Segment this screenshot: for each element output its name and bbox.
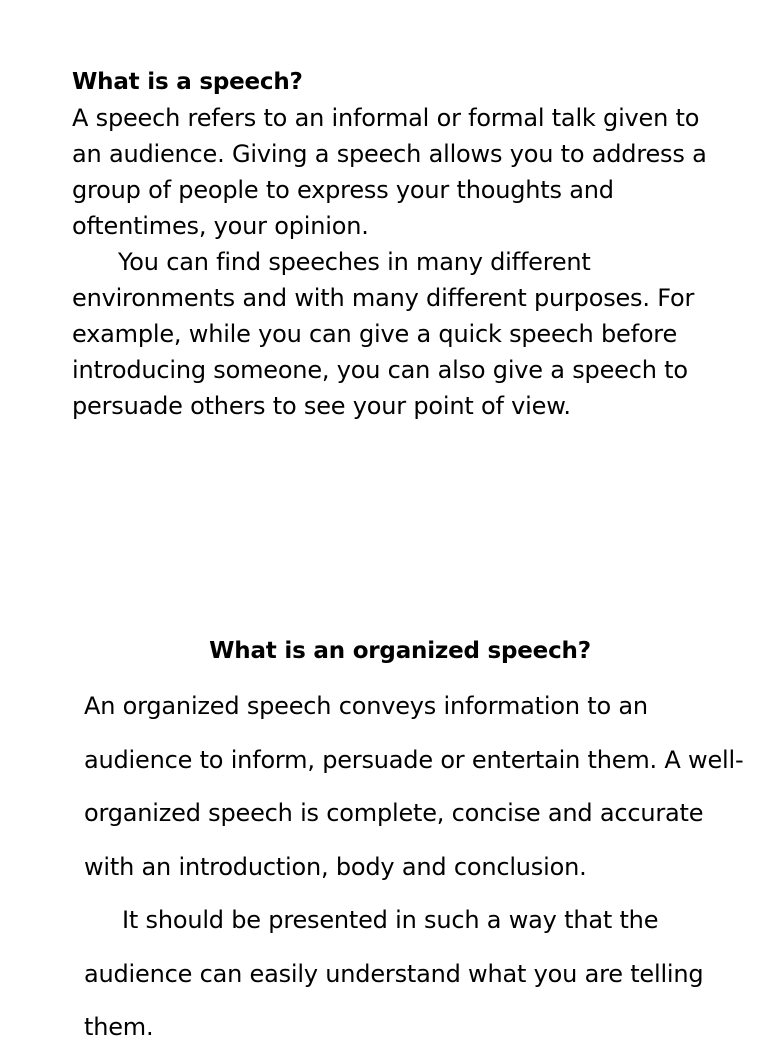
body-paragraph: A speech refers to an informal or formal talk given to an audience. Giving a speech allows you to address a group of people to express your thoughts and oftentimes, your opinion. [72, 104, 707, 240]
section-what-is-a-speech [72, 64, 712, 424]
section-heading: What is an organized speech? [209, 638, 591, 664]
section-heading: What is a speech? [72, 69, 303, 95]
body-paragraph: It should be presented in such a way that the audience can easily understand what you are telling them. [84, 906, 704, 1041]
section-what-is-an-organized-speech [84, 630, 744, 1055]
body-paragraph: An organized speech conveys information to an audience to inform, persuade or entertain them. A well-organized speech is complete, concise and accurate with an introduction, body and conclusion. [84, 692, 744, 881]
body-paragraph: You can find speeches in many different environments and with many different purposes. For example, while you can give a quick speech before introducing someone, you can also give a speech to persuade others to see your point of view. [72, 248, 695, 420]
